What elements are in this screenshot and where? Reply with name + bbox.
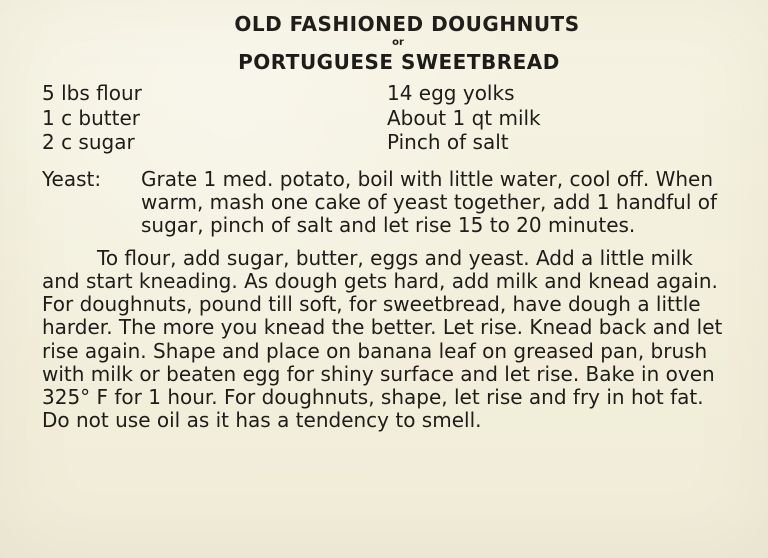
method-text: To flour, add sugar, butter, eggs and yeast. Add a little milk and start kneading. As dough gets hard, add milk and knead again. For doughnuts, pound till soft, for sweetbread, have dough a little harder. The more you knead the better. Let rise. Knead back and let rise again. Shape and place on banana leaf on greased pan, brush with milk or beaten egg for shiny surface and let rise. Bake in oven 325° F for 1 hour. For doughnuts, shape, let rise and fry in hot fat. Do not use oil as it has a tendency to smell. <box>42 245 723 433</box>
yeast-label: Yeast: <box>42 166 102 191</box>
yeast-text: Grate 1 med. potato, boil with little water, cool off. When warm, mash one cake of yeast together, add 1 handful of sugar, pinch of salt and let rise 15 to 20 minutes. <box>141 166 718 237</box>
ingredient-item: Pinch of salt <box>387 130 509 155</box>
recipe-title: OLD FASHIONED DOUGHNUTS <box>234 12 580 36</box>
ingredients-left-column <box>42 83 387 154</box>
ingredients-list <box>42 83 732 154</box>
ingredients-right-column <box>387 83 732 154</box>
method-instructions <box>42 247 732 433</box>
ingredient-item: 1 c butter <box>42 105 141 130</box>
yeast-instructions <box>42 168 732 237</box>
ingredient-item: 14 egg yolks <box>387 81 515 105</box>
ingredient-item: 5 lbs flour <box>42 81 142 105</box>
recipe-subtitle: PORTUGUESE SWEETBREAD <box>238 50 560 74</box>
ingredient-item: About 1 qt milk <box>387 105 541 130</box>
title-connector: or <box>392 37 404 48</box>
recipe-header <box>42 14 732 73</box>
ingredient-item: 2 c sugar <box>42 130 135 155</box>
